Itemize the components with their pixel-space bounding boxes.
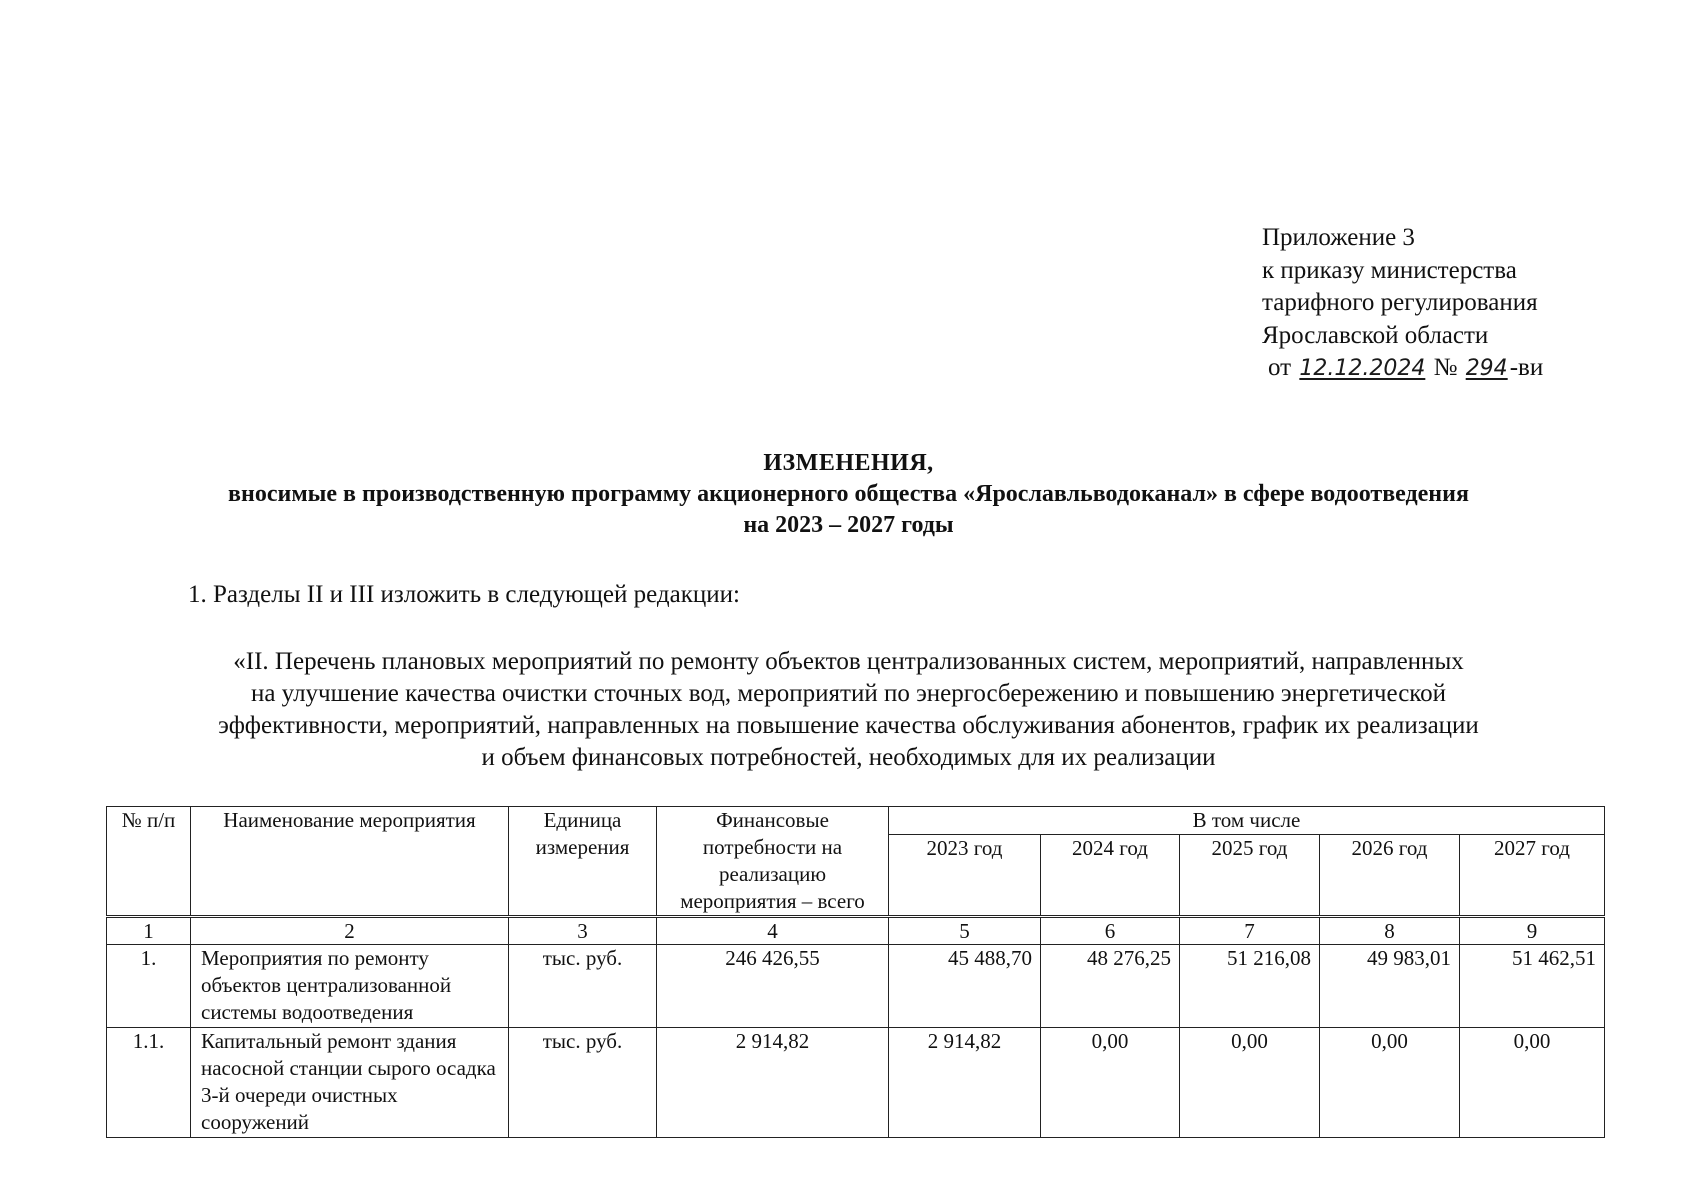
column-number: 2: [191, 917, 509, 945]
column-number: 4: [657, 917, 889, 945]
table-header-row: [107, 807, 1605, 835]
column-number: 6: [1041, 917, 1180, 945]
title-subtitle: вносимые в производственную программу акционерного общества «Ярославльводоканал» в сфере водоотведения: [228, 481, 1469, 507]
header-unit: Единица измерения: [509, 807, 657, 917]
table-row: [107, 1028, 1605, 1138]
header-including: В том числе: [889, 807, 1605, 835]
document-title: [0, 448, 1697, 541]
row-year-value: 0,00: [1180, 1028, 1320, 1138]
column-number-row: [107, 917, 1605, 945]
row-name: Капитальный ремонт здания насосной станции сырого осадка 3-й очереди очистных сооружений: [191, 1028, 509, 1138]
section-heading: [120, 646, 1577, 774]
row-total: 246 426,55: [657, 945, 889, 1028]
title-period: на 2023 – 2027 годы: [743, 512, 954, 538]
row-unit: тыс. руб.: [509, 1028, 657, 1138]
order-number-sign: №: [1433, 354, 1458, 381]
order-prefix: от: [1268, 354, 1292, 381]
header-year: 2023 год: [889, 835, 1041, 917]
section-heading-line: и объем финансовых потребностей, необходимых для их реализации: [481, 744, 1216, 771]
column-number: 3: [509, 917, 657, 945]
intro-paragraph: 1. Разделы II и III изложить в следующей редакции:: [188, 581, 740, 608]
column-number: 9: [1460, 917, 1605, 945]
section-heading-line: на улучшение качества очистки сточных вод, мероприятий по энергосбережению и повышению энергетической: [250, 680, 1447, 707]
order-number: 294: [1465, 356, 1508, 381]
measures-table: [106, 806, 1605, 1138]
order-date: 12.12.2024: [1299, 356, 1426, 381]
appendix-line: тарифного регулирования: [1262, 289, 1538, 316]
title-main: ИЗМЕНЕНИЯ,: [763, 450, 934, 476]
row-year-value: 0,00: [1460, 1028, 1605, 1138]
appendix-note: [1262, 222, 1543, 386]
appendix-line: Ярославской области: [1262, 321, 1489, 349]
row-year-value: 48 276,25: [1041, 945, 1180, 1028]
header-year: 2024 год: [1041, 835, 1180, 917]
row-year-value: 0,00: [1041, 1028, 1180, 1138]
row-num: 1.: [107, 945, 191, 1028]
column-number: 1: [107, 917, 191, 945]
appendix-line: к приказу министерства: [1262, 256, 1517, 284]
column-number: 5: [889, 917, 1041, 945]
column-number: 8: [1320, 917, 1460, 945]
row-unit: тыс. руб.: [509, 945, 657, 1028]
row-num: 1.1.: [107, 1028, 191, 1138]
row-name: Мероприятия по ремонту объектов централизованной системы водоотведения: [191, 945, 509, 1028]
column-number: 7: [1180, 917, 1320, 945]
order-reference: [1262, 352, 1543, 386]
row-year-value: 51 462,51: [1460, 945, 1605, 1028]
row-year-value: 0,00: [1320, 1028, 1460, 1138]
header-year: 2025 год: [1180, 835, 1320, 917]
row-year-value: 2 914,82: [889, 1028, 1041, 1138]
section-heading-line: «II. Перечень плановых мероприятий по ремонту объектов централизованных систем, мероприятий, направленных: [233, 648, 1464, 675]
section-heading-line: эффективности, мероприятий, направленных на повышение качества обслуживания абонентов, график их реализации: [218, 712, 1479, 739]
row-year-value: 49 983,01: [1320, 945, 1460, 1028]
order-suffix: -ви: [1509, 354, 1544, 381]
header-year: 2027 год: [1460, 835, 1605, 917]
row-year-value: 45 488,70: [889, 945, 1041, 1028]
header-year: 2026 год: [1320, 835, 1460, 917]
header-num: № п/п: [107, 807, 191, 917]
table-row: [107, 945, 1605, 1028]
header-name: Наименование мероприятия: [191, 807, 509, 917]
row-total: 2 914,82: [657, 1028, 889, 1138]
header-finance: Финансовые потребности на реализацию мероприятия – всего: [657, 807, 889, 917]
appendix-line: Приложение 3: [1262, 224, 1415, 251]
row-year-value: 51 216,08: [1180, 945, 1320, 1028]
